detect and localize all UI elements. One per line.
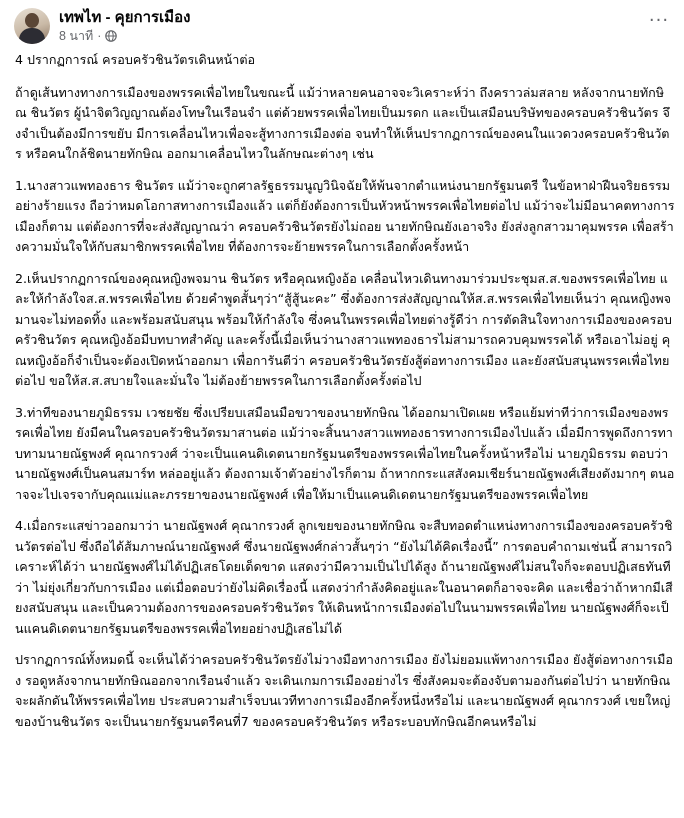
post-paragraph-2: 2.เห็นปรากฏการณ์ของคุณหญิงพจมาน ชินวัตร หรือคุณหญิงอ้อ เคลื่อนไหวเดินทางมาร่วมประชุมส.ส.ของพรรคเพื่อไทย และให้กำลังใจส.ส.พรรคเพื่อไทย ด้วยคำพูดสั้นๆว่า“สู้สู้นะคะ” ซึ่งต้องการส่งสัญญาณให้ส.ส.พรรคเพื่อไทยเห็นว่า คุณหญิงพจมานจะไม่ทอดทิ้ง และพร้อมสนับสนุน พร้อมให้กำลังใจ ซึ่งคนในพรรคเพื่อไทยต่างรู้ดีว่า การตัดสินใจทางการเมืองของครอบครัวชินวัตร คุณหญิงอ้อมีบทบาทสำคัญ และครั้งนี้เมื่อเห็นว่านางสาวแพทองธารไม่สามารถควบคุมพรรคได้ หรือเอาไม่อยู่ คุณหญิงอ้อก็จำเป็นจะต้องเปิดหน้าออกมา เพื่อการันตีว่า ครอบครัวชินวัตรยังสู้ต่อทางการเมือง และยังสนับสนุนพรรคเพื่อไทยต่อไป ขอให้ส.ส.สบายใจและมั่นใจ ไม่ต้องย้ายพรรคในการเลือกตั้งครั้งต่อไป [15,270,672,388]
page-name[interactable]: เทพไท - คุยการเมือง [59,8,191,26]
separator-dot: · [97,28,102,43]
avatar[interactable] [14,8,50,44]
globe-icon[interactable] [105,30,117,42]
post-header [14,8,190,44]
post-body [15,50,675,743]
post-time[interactable]: 8 นาที [59,28,94,43]
post-paragraph-1: 1.นางสาวแพทองธาร ชินวัตร แม้ว่าจะถูกศาลรัฐธรรมนูญวินิจฉัยให้พ้นจากตำแหน่งนายกรัฐมนตรี ในข้อหาฝ่าฝืนจริยธรรมอย่างร้ายแรง ถือว่าหมดโอกาสทางการเมืองแล้ว แต่ก็ยังต้องการเป็นหัวหน้าพรรคเพื่อไทยต่อไป แม้ว่าจะไม่มีอนาคตทางการเมืองก็ตาม แต่ต้องการที่จะส่งสัญญาณว่า ครอบครัวชินวัตรยังไม่ถอย นายทักษิณยังเอาจริง ยังส่งลูกสาวมาคุมพรรค เพื่อสร้างความมั่นใจให้กับสมาชิกพรรคเพื่อไทย ที่ต้องการจะย้ายพรรคในการเลือกตั้งครั้งหน้า [15,177,675,254]
avatar-head [25,13,39,28]
post-paragraph-conclusion: ปรากฏการณ์ทั้งหมดนี้ จะเห็นได้ว่าครอบครัวชินวัตรยังไม่วางมือทางการเมือง ยังไม่ยอมแพ้ทางการเมือง ยังสู้ต่อทางการเมือง รอดูหลังจากนายทักษิณออกจากเรือนจำแล้ว จะเดินเกมการเมืองอย่างไร ซึ่งสังคมจะต้องจับตามองกันต่อไปว่า นายทักษิณจะผลักดันให้พรรคเพื่อไทย ประสบความสำเร็จบนเวทีทางการเมืองอีกครั้งหนึ่งหรือไม่ และนายณัฐพงศ์ คุณากรวงศ์ เขยใหญ่ของบ้านชินวัตร จะเป็นนายกรัฐมนตรีคนที่7 ของครอบครัวชินวัตร หรือระบอบทักษิณอีกคนหรือไม่ [15,652,673,729]
post-subline [59,28,190,44]
post-paragraph-3: 3.ท่าทีของนายภูมิธรรม เวชยชัย ซึ่งเปรียบเสมือนมือขวาของนายทักษิณ ได้ออกมาเปิดเผย หรือแย้มท่าทีว่าการเมืองของพรรคเพื่อไทย ยังมีคนในครอบครัวชินวัตรมาสานต่อ แม้ว่าจะสิ้นนางสาวแพทองธารทางการเมืองไปแล้ว เมื่อมีการพูดถึงการทาบทามนายณัฐพงศ์ คุณากรวงศ์ ว่าจะเป็นแคนดิเดตนายกรัฐมนตรีของพรรคเพื่อไทยในครั้งหน้าหรือไม่ นายภูมิธรรม ตอบว่า นายณัฐพงศ์เป็นคนสมาร์ท หล่ออยู่แล้ว ต้องถามเจ้าตัวอย่างไรก็ตาม ถ้าหากกระแสสังคมเชียร์นายณัฐพงศ์เสียงดังมากๆ ตนอาจจะไปเจรจากับคุณแม่และภรรยาของนายณัฐพงศ์ เพื่อให้มาเป็นแคนดิเดตนายกรัฐมนตรีของพรรคเพื่อไทย [15,404,675,502]
more-options-icon[interactable]: ··· [648,9,670,31]
post-paragraph-4: 4.เมื่อกระแสข่าวออกมาว่า นายณัฐพงศ์ คุณากรวงศ์ ลูกเขยของนายทักษิณ จะสืบทอดตำแหน่งทางการเมืองของครอบครัวชินวัตรต่อไป ซึ่งถือได้ส้มภาษณ์นายณัฐพงศ์ ซึ่งนายณัฐพงศ์กล่าวสั้นๆว่า “ยังไม่ได้คิดเรื่องนี้” การตอบคำถามเช่นนี้ สามารถวิเคราะห์ได้ว่า นายณัฐพงศ์ไม่ได้ปฏิเสธโดยเด็ดขาด แสดงว่ามีความเป็นไปได้สูง ถ้านายณัฐพงศ์ไม่สนใจก็จะตอบปฏิเสธทันทีว่า ไม่ยุ่งเกี่ยวกับการเมือง แต่เมื่อตอบว่ายังไม่คิดเรื่องนี้ แสดงว่ากำลังคิดอยู่และในอนาคตก็อาจจะคิด และเชื่อว่าถ้าหากมีเสียงสนับสนุน และเป็นความต้องการของครอบครัวชินวัตร ให้เดินหน้าการเมืองต่อไปในนามพรรคเพื่อไทย นายณัฐพงศ์ก็จะเป็นแคนดิเดตนายกรัฐมนตรีของพรรคเพื่อไทยอย่างปฏิเสธไม่ได้ [15,518,673,636]
avatar-body [19,28,45,44]
post-headline: 4 ปรากฏการณ์ ครอบครัวชินวัตรเดินหน้าต่อ [15,52,256,67]
post-meta [59,9,190,44]
post-paragraph-intro: ถ้าดูเส้นทางทางการเมืองของพรรคเพื่อไทยในขณะนี้ แม้ว่าหลายคนอาจจะวิเคราะห์ว่า ถึงคราวล่มสลาย หลังจากนายทักษิณ ชินวัตร ผู้นำจิตวิญญาณต้องโทษในเรือนจำ แต่ด้วยพรรคเพื่อไทยเป็นมรดก และเป็นเสมือนบริษัทของครอบครัวชินวัตร จึงจำเป็นต้องมีการขยับ มีการเคลื่อนไหวเพื่อจะสู้ทางการเมืองต่อ จนทำให้เห็นปรากฏการณ์ของคนในแวดวงครอบครัวชินวัตร หรือคนใกล้ชิดนายทักษิณ ออกมาเคลื่อนไหวในลักษณะต่างๆ เช่น [15,84,670,161]
